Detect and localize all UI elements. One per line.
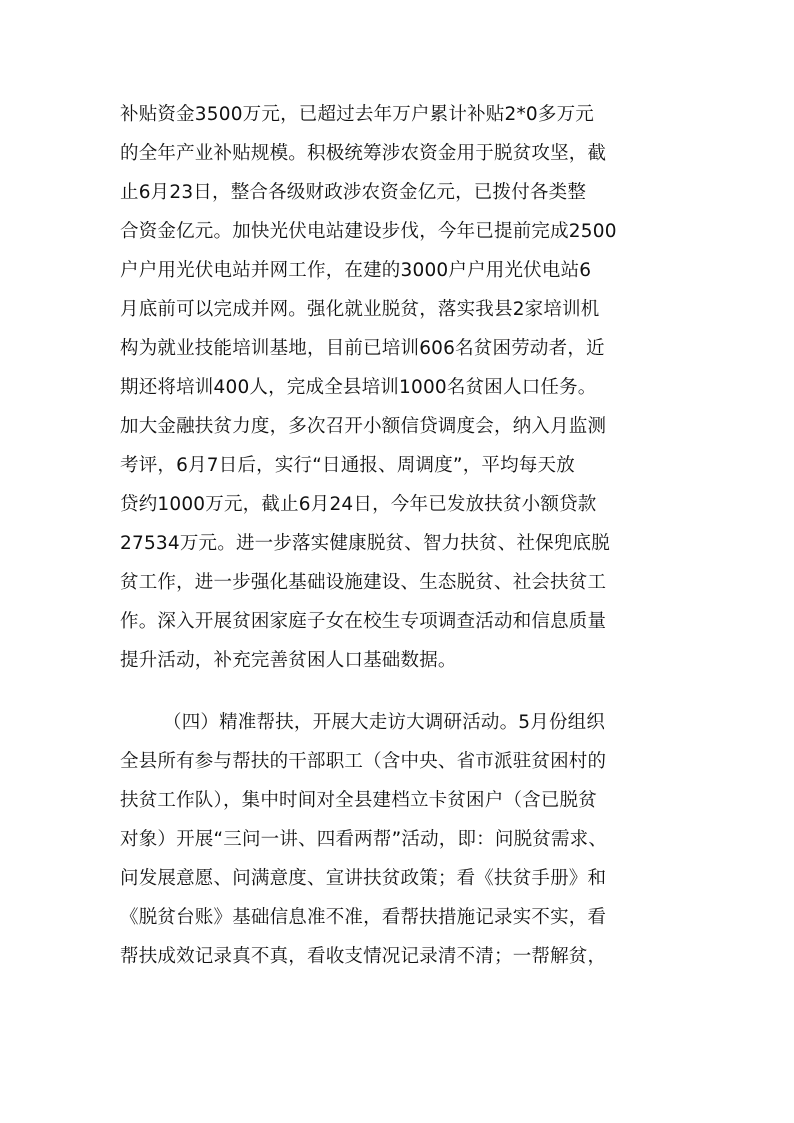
text-line: 对象）开展“三问一讲、四看两帮”活动，即：问脱贫需求、 [120, 829, 608, 850]
text-line: 加大金融扶贫力度，多次召开小额信贷调度会，纳入月监测 [120, 416, 607, 437]
text-line: 的全年产业补贴规模。积极统筹涉农资金用于脱贫攻坚，截 [120, 143, 607, 164]
text-line: 帮扶成效记录真不真，看收支情况记录清不清；一帮解贫， [120, 946, 607, 967]
text-line: 合资金亿元。加快光伏电站建设步伐，今年已提前完成2500 [120, 221, 617, 242]
text-line: 《脱贫台账》基础信息准不准，看帮扶措施记录实不实，看 [120, 907, 607, 928]
text-line: 作。深入开展贫困家庭子女在校生专项调查活动和信息质量 [120, 611, 607, 632]
text-line: 贷约1000万元，截止6月24日，今年已发放扶贫小额贷款 [120, 494, 597, 515]
text-line: 期还将培训400人，完成全县培训1000名贫困人口任务。 [120, 377, 597, 398]
text-line: 提升活动，补充完善贫困人口基础数据。 [120, 650, 457, 671]
text-line: 月底前可以完成并网。强化就业脱贫，落实我县2家培训机 [120, 299, 600, 320]
text-line: 贫工作，进一步强化基础设施建设、生态脱贫、社会扶贫工 [120, 572, 607, 593]
text-line: 户户用光伏电站并网工作，在建的3000户户用光伏电站6 [120, 260, 592, 281]
text-line: 构为就业技能培训基地，目前已培训606名贫困劳动者，近 [120, 338, 605, 359]
text-line: 27534万元。进一步落实健康脱贫、智力扶贫、社保兜底脱 [120, 533, 610, 554]
text-line: 问发展意愿、问满意度、宣讲扶贫政策；看《扶贫手册》和 [120, 868, 607, 889]
text-line: 补贴资金3500万元，已超过去年万户累计补贴2*0多万元 [120, 104, 594, 125]
text-line: 考评，6月7日后，实行“日通报、周调度”，平均每天放 [120, 455, 575, 476]
text-line: 扶贫工作队），集中时间对全县建档立卡贫困户（含已脱贫 [120, 790, 597, 811]
section-heading-line: （四）精准帮扶，开展大走访大调研活动。5月份组织 [163, 712, 606, 733]
text-line: 止6月23日，整合各级财政涉农资金亿元，已拨付各类整 [120, 182, 587, 203]
text-line: 全县所有参与帮扶的干部职工（含中央、省市派驻贫困村的 [120, 751, 607, 772]
